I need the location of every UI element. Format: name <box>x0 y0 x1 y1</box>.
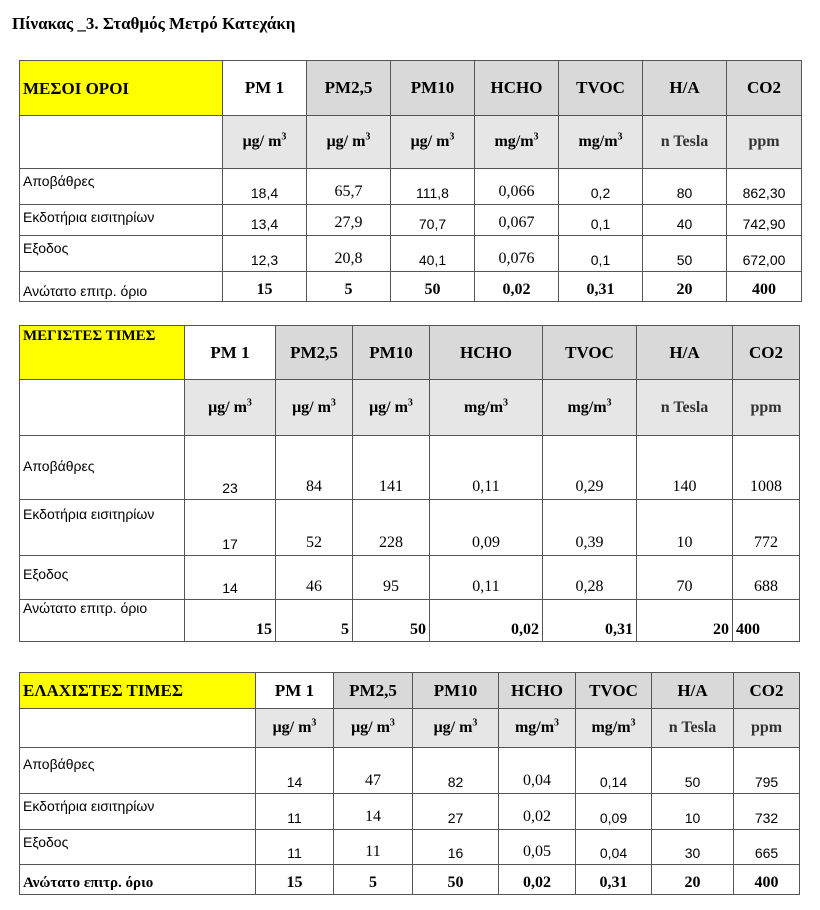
column-header: TVOC <box>576 673 652 709</box>
limit-row <box>20 865 800 895</box>
unit-cell: ppm <box>734 709 800 748</box>
value-cell: 742,90 <box>727 205 802 236</box>
row-label: Εξοδος <box>20 556 185 600</box>
maximum-table <box>19 325 800 642</box>
value-cell: 27,9 <box>307 205 391 236</box>
table-label: ΕΛΑΧΙΣΤΕΣ ΤΙΜΕΣ <box>20 673 256 709</box>
limit-cell: 50 <box>413 865 499 895</box>
column-header: H/A <box>637 326 733 380</box>
value-cell: 0,09 <box>576 794 652 830</box>
column-header: PM10 <box>353 326 430 380</box>
minimum-table <box>19 672 800 895</box>
value-cell: 23 <box>185 436 276 500</box>
limit-cell: 0,31 <box>559 272 643 302</box>
value-cell: 0,11 <box>430 556 543 600</box>
column-header: TVOC <box>559 61 643 116</box>
value-cell: 20,8 <box>307 236 391 272</box>
limit-cell: 0,31 <box>576 865 652 895</box>
value-cell: 50 <box>643 236 727 272</box>
value-cell: 862,30 <box>727 169 802 205</box>
limit-cell: 15 <box>256 865 334 895</box>
value-cell: 40 <box>643 205 727 236</box>
value-cell: 0,2 <box>559 169 643 205</box>
value-cell: 688 <box>733 556 800 600</box>
table-row <box>20 794 800 830</box>
limit-cell: 20 <box>652 865 734 895</box>
column-header: CO2 <box>727 61 802 116</box>
table-row <box>20 236 802 272</box>
row-label: Αποβάθρες <box>20 748 256 794</box>
row-label: Εκδοτήρια εισιτηρίων <box>20 500 185 556</box>
limit-cell: 0,02 <box>430 600 543 642</box>
limit-cell: 400 <box>727 272 802 302</box>
limit-cell: 15 <box>223 272 307 302</box>
value-cell: 732 <box>734 794 800 830</box>
value-cell: 0,11 <box>430 436 543 500</box>
unit-cell: μg/ $m^3$ <box>391 116 475 169</box>
value-cell: 11 <box>256 794 334 830</box>
row-label: Εκδοτήρια εισιτηρίων <box>20 794 256 830</box>
limit-cell: 50 <box>391 272 475 302</box>
table-row <box>20 500 800 556</box>
value-cell: 0,1 <box>559 205 643 236</box>
value-cell: 10 <box>637 500 733 556</box>
value-cell: 17 <box>185 500 276 556</box>
value-cell: 0,067 <box>475 205 559 236</box>
column-header: HCHO <box>499 673 576 709</box>
unit-cell: μg/ $m^3$ <box>353 380 430 436</box>
limit-cell: 0,02 <box>475 272 559 302</box>
column-header: CO2 <box>734 673 800 709</box>
unit-cell: n Tesla <box>652 709 734 748</box>
unit-cell: $mg/m^3$ <box>543 380 637 436</box>
column-header: CO2 <box>733 326 800 380</box>
unit-cell: μg/ $m^3$ <box>185 380 276 436</box>
limit-row <box>20 272 802 302</box>
column-header: PM 1 <box>223 61 307 116</box>
column-header: PM2,5 <box>276 326 353 380</box>
column-header: PM10 <box>413 673 499 709</box>
column-header: H/A <box>652 673 734 709</box>
value-cell: 46 <box>276 556 353 600</box>
row-label: Ανώτατο επιτρ. όριο <box>20 272 223 302</box>
row-label: Εξοδος <box>20 830 256 865</box>
value-cell: 47 <box>334 748 413 794</box>
value-cell: 0,02 <box>499 794 576 830</box>
column-header: PM10 <box>391 61 475 116</box>
value-cell: 0,14 <box>576 748 652 794</box>
value-cell: 80 <box>643 169 727 205</box>
value-cell: 111,8 <box>391 169 475 205</box>
blank-cell <box>20 116 223 169</box>
limit-cell: 50 <box>353 600 430 642</box>
limit-cell: 0,31 <box>543 600 637 642</box>
value-cell: 14 <box>334 794 413 830</box>
unit-cell: μg/ $m^3$ <box>256 709 334 748</box>
unit-cell: ppm <box>733 380 800 436</box>
table-row <box>20 436 800 500</box>
unit-cell: μg/ $m^3$ <box>307 116 391 169</box>
unit-cell: $mg/m^3$ <box>430 380 543 436</box>
page-title: Πίνακας _3. Σταθμός Μετρό Κατεχάκη <box>12 14 296 33</box>
column-header: PM 1 <box>185 326 276 380</box>
table-row <box>20 205 802 236</box>
limit-cell: 400 <box>734 865 800 895</box>
value-cell: 40,1 <box>391 236 475 272</box>
value-cell: 65,7 <box>307 169 391 205</box>
value-cell: 0,05 <box>499 830 576 865</box>
value-cell: 795 <box>734 748 800 794</box>
limit-cell: 0,02 <box>499 865 576 895</box>
table-row <box>20 748 800 794</box>
blank-cell <box>20 709 256 748</box>
value-cell: 84 <box>276 436 353 500</box>
limit-cell: 5 <box>334 865 413 895</box>
row-label: Αποβάθρες <box>20 436 185 500</box>
row-label: Ανώτατο επιτρ. όριο <box>20 600 185 642</box>
blank-cell <box>20 380 185 436</box>
limit-row <box>20 600 800 642</box>
column-header: HCHO <box>430 326 543 380</box>
limit-cell: 400 <box>733 600 800 642</box>
averages-table <box>19 60 802 302</box>
limit-cell: 15 <box>185 600 276 642</box>
limit-cell: 5 <box>307 272 391 302</box>
table-row <box>20 169 802 205</box>
value-cell: 228 <box>353 500 430 556</box>
value-cell: 12,3 <box>223 236 307 272</box>
value-cell: 0,39 <box>543 500 637 556</box>
limit-cell: 20 <box>643 272 727 302</box>
value-cell: 11 <box>334 830 413 865</box>
value-cell: 0,09 <box>430 500 543 556</box>
value-cell: 27 <box>413 794 499 830</box>
value-cell: 1008 <box>733 436 800 500</box>
value-cell: 14 <box>185 556 276 600</box>
table-row <box>20 556 800 600</box>
value-cell: 30 <box>652 830 734 865</box>
table-row <box>20 830 800 865</box>
unit-cell: $mg/m^3$ <box>559 116 643 169</box>
limit-cell: 5 <box>276 600 353 642</box>
column-header: PM 1 <box>256 673 334 709</box>
value-cell: 0,04 <box>576 830 652 865</box>
column-header: PM2,5 <box>334 673 413 709</box>
unit-cell: $mg/m^3$ <box>499 709 576 748</box>
unit-cell: n Tesla <box>643 116 727 169</box>
row-label: Εξοδος <box>20 236 223 272</box>
value-cell: 52 <box>276 500 353 556</box>
value-cell: 0,066 <box>475 169 559 205</box>
value-cell: 772 <box>733 500 800 556</box>
unit-cell: n Tesla <box>637 380 733 436</box>
unit-cell: μg/ $m^3$ <box>413 709 499 748</box>
value-cell: 95 <box>353 556 430 600</box>
value-cell: 0,28 <box>543 556 637 600</box>
value-cell: 672,00 <box>727 236 802 272</box>
value-cell: 13,4 <box>223 205 307 236</box>
unit-cell: μg/ $m^3$ <box>276 380 353 436</box>
table-label: ΜΕΓΙΣΤΕΣ ΤΙΜΕΣ <box>20 326 185 380</box>
column-header: PM2,5 <box>307 61 391 116</box>
value-cell: 10 <box>652 794 734 830</box>
row-label: Ανώτατο επιτρ. όριο <box>20 865 256 895</box>
column-header: TVOC <box>543 326 637 380</box>
unit-cell: μg/ $m^3$ <box>223 116 307 169</box>
table-label: ΜΕΣΟΙ ΟΡΟΙ <box>20 61 223 116</box>
value-cell: 50 <box>652 748 734 794</box>
column-header: H/A <box>643 61 727 116</box>
value-cell: 0,04 <box>499 748 576 794</box>
unit-cell: μg/ $m^3$ <box>334 709 413 748</box>
value-cell: 0,29 <box>543 436 637 500</box>
unit-cell: ppm <box>727 116 802 169</box>
unit-cell: $mg/m^3$ <box>475 116 559 169</box>
value-cell: 141 <box>353 436 430 500</box>
value-cell: 14 <box>256 748 334 794</box>
unit-cell: $mg/m^3$ <box>576 709 652 748</box>
limit-cell: 20 <box>637 600 733 642</box>
value-cell: 11 <box>256 830 334 865</box>
row-label: Εκδοτήρια εισιτηρίων <box>20 205 223 236</box>
value-cell: 16 <box>413 830 499 865</box>
value-cell: 0,076 <box>475 236 559 272</box>
value-cell: 70 <box>637 556 733 600</box>
column-header: HCHO <box>475 61 559 116</box>
value-cell: 18,4 <box>223 169 307 205</box>
value-cell: 140 <box>637 436 733 500</box>
value-cell: 70,7 <box>391 205 475 236</box>
value-cell: 0,1 <box>559 236 643 272</box>
row-label: Αποβάθρες <box>20 169 223 205</box>
value-cell: 82 <box>413 748 499 794</box>
value-cell: 665 <box>734 830 800 865</box>
